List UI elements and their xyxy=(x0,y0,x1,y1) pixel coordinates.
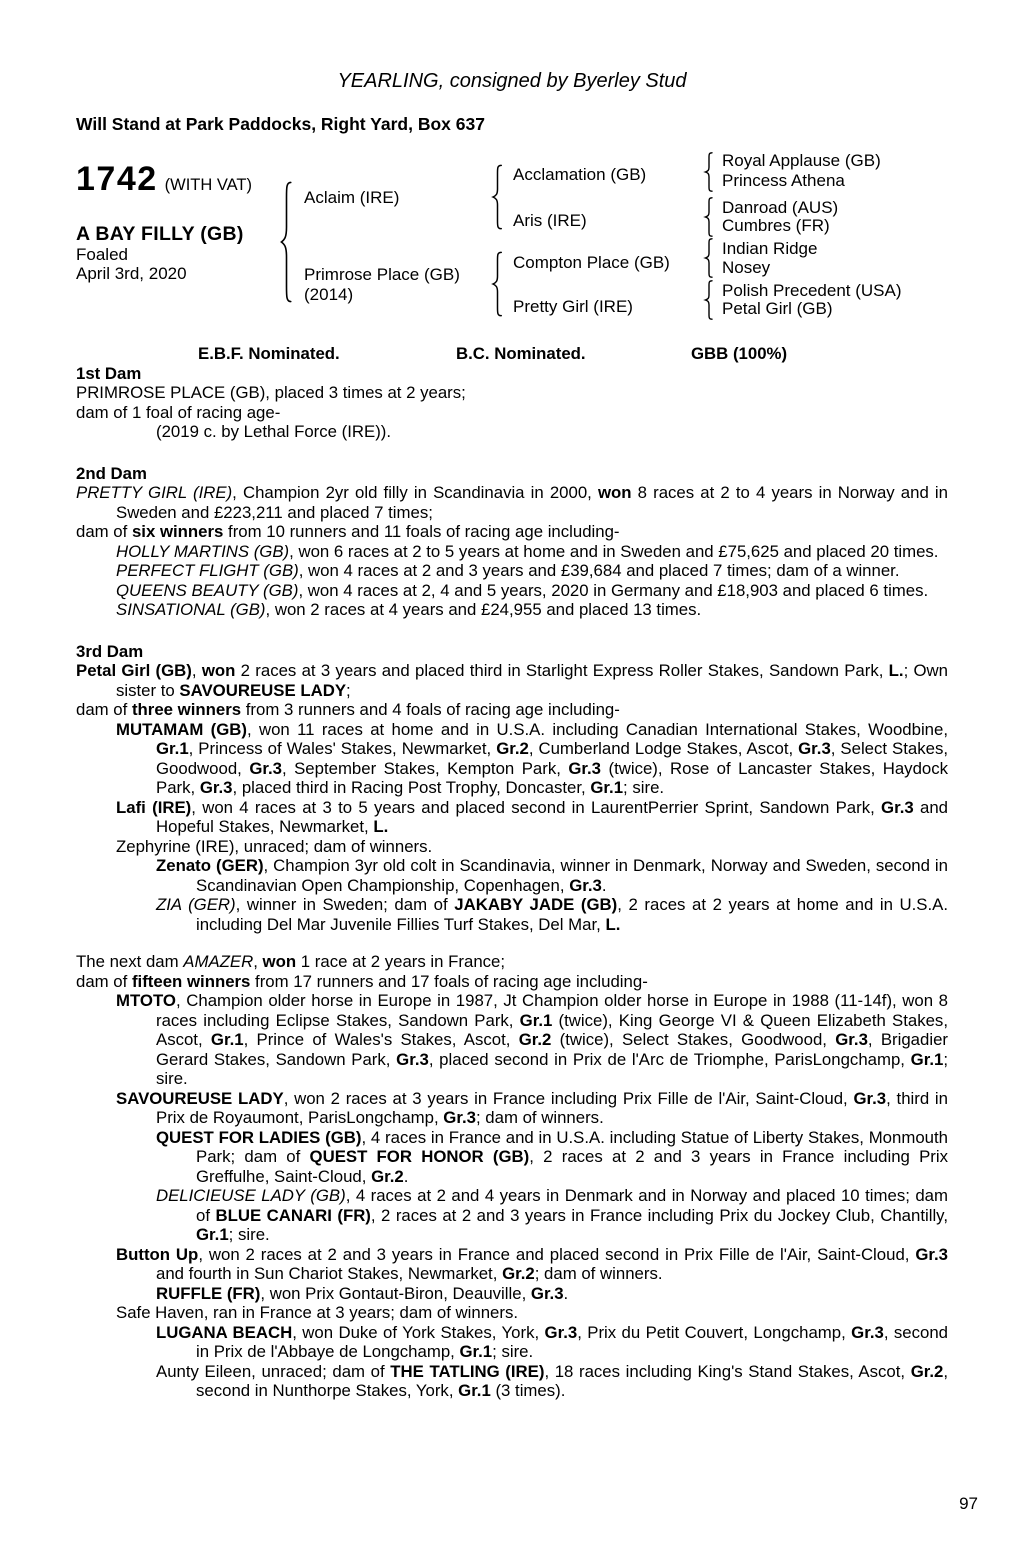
text-run: , Brigadier Gerard Stakes, Sandown Park, xyxy=(156,1030,949,1069)
text-run: , Prince of Wales's Stakes, Ascot, xyxy=(243,1030,519,1049)
text-run: RUFFLE (FR) xyxy=(156,1283,261,1303)
text-run: won xyxy=(201,661,236,680)
text-run: Gr.1 xyxy=(210,1030,244,1049)
text-run: ; sire. xyxy=(228,1225,270,1244)
text-run: from 3 runners and 4 foals of racing age including- xyxy=(241,700,620,719)
text-run: Gr.2 xyxy=(502,1264,535,1283)
text-run: , won 6 races at 2 to 5 years at home and in Sweden and £75,625 and placed 20 times. xyxy=(289,541,939,561)
text-run: PRETTY GIRL (IRE) xyxy=(76,483,233,502)
text-run: Gr.3 xyxy=(853,1088,887,1108)
text-run: QUEST FOR LADIES (GB) xyxy=(156,1127,362,1147)
text-run: PERFECT FLIGHT (GB) xyxy=(116,561,299,580)
text-run: Gr.3 xyxy=(568,758,602,778)
text-run: , Select Stakes, Goodwood, xyxy=(156,739,948,778)
text-run: Gr.1 xyxy=(459,1342,493,1361)
text-run: , won 2 races at 3 years in France including Prix Fille de l'Air, Saint-Cloud, xyxy=(283,1088,854,1108)
text-run: Button Up xyxy=(116,1244,199,1264)
text-run: Gr.3 xyxy=(569,875,602,895)
catalogue-paragraph xyxy=(76,403,948,423)
text-run: , 4 races in France and in U.S.A. including Statue of Liberty Stakes, Monmouth Park; dam of xyxy=(196,1127,948,1166)
text-run: fifteen winners xyxy=(131,971,251,991)
text-run: SAVOUREUSE LADY xyxy=(179,680,347,700)
text-run: L. xyxy=(373,817,389,836)
catalogue-paragraph xyxy=(76,991,948,1089)
text-run: Gr.3 xyxy=(530,1283,564,1303)
text-run: , won 4 races at 2 and 3 years and £39,684 and placed 7 times; dam of a winner. xyxy=(298,561,900,580)
text-run: , second in Nunthorpe Stakes, York, xyxy=(196,1361,949,1400)
text-run: dam of xyxy=(76,700,132,719)
catalogue-paragraph xyxy=(76,1245,948,1284)
text-run: Zenato (GER) xyxy=(156,856,264,875)
catalogue-paragraph xyxy=(76,856,948,895)
text-run: (twice), Select Stakes, Goodwood, xyxy=(551,1030,836,1049)
catalogue-paragraph xyxy=(76,1186,948,1245)
catalogue-paragraph xyxy=(76,1128,948,1187)
text-run: Gr.1 xyxy=(590,778,624,797)
foaled-date: April 3rd, 2020 xyxy=(76,264,187,283)
text-run: (2019 c. by Lethal Force (IRE)). xyxy=(156,422,392,441)
catalogue-paragraph xyxy=(76,1089,948,1128)
granddam-name: Aris (IRE) xyxy=(513,211,587,230)
text-run: Gr.2 xyxy=(496,739,529,758)
text-run: , September Stakes, Kempton Park, xyxy=(281,758,569,778)
great-grandsire-name: Indian Ridge xyxy=(722,239,818,258)
text-run: (twice), Rose of Lancaster Stakes, Haydock Park, xyxy=(156,758,949,797)
text-run: 2 races at 3 years and placed third in Starlight Express Roller Stakes, Sandown Park, xyxy=(235,661,889,680)
text-run: ; sire. xyxy=(492,1342,534,1361)
catalogue-body xyxy=(76,364,948,1401)
text-run: , 2 races at 2 and 3 years in France including Prix du Jockey Club, Chantilly, xyxy=(370,1205,948,1225)
text-run: DELICIEUSE LADY (GB) xyxy=(156,1186,346,1205)
catalogue-paragraph xyxy=(76,798,948,837)
catalogue-paragraph xyxy=(76,561,948,581)
text-run: , Prix du Petit Couvert, Longchamp, xyxy=(577,1322,852,1342)
text-run: , placed second in Prix de l'Arc de Triomphe, ParisLongchamp, xyxy=(428,1049,911,1069)
catalogue-paragraph xyxy=(76,422,948,442)
catalogue-text xyxy=(76,344,948,1401)
catalogue-paragraph xyxy=(76,720,948,798)
brace-icon xyxy=(703,197,715,237)
text-run: , Champion 2yr old filly in Scandinavia in 2000, xyxy=(232,483,598,502)
gbb-nomination: GBB (100%) xyxy=(691,344,788,363)
text-run: , third in Prix de Royaumont, ParisLongchamp, xyxy=(156,1088,948,1127)
text-run: , second in Prix de l'Abbaye de Longchamp, xyxy=(196,1322,948,1361)
text-run: and Hopeful Stakes, Newmarket, xyxy=(156,797,948,836)
section-heading: 3rd Dam xyxy=(76,641,144,661)
great-granddam-name: Petal Girl (GB) xyxy=(722,299,833,318)
text-run: Gr.3 xyxy=(835,1030,868,1049)
text-run: Gr.3 xyxy=(915,1244,948,1264)
text-run: 8 races at 2 to 4 years in Norway and in Sweden and £223,211 and placed 7 times; xyxy=(116,483,948,522)
brace-icon xyxy=(490,164,505,230)
text-run: , won 2 races at 2 and 3 years in France and placed second in Prix Fille de l'Air, Saint-Cloud, xyxy=(198,1244,916,1264)
text-run: dam of xyxy=(76,971,132,991)
text-run: , Princess of Wales' Stakes, Newmarket, xyxy=(188,739,497,758)
text-run: Gr.3 xyxy=(798,739,831,758)
text-run: ZIA (GER) xyxy=(156,895,236,914)
ebf-nomination: E.B.F. Nominated. xyxy=(198,344,340,363)
text-run: Gr.3 xyxy=(851,1322,884,1342)
lot-row xyxy=(76,160,252,199)
text-run: from 17 runners and 17 foals of racing age including- xyxy=(250,971,648,991)
catalogue-paragraph xyxy=(76,837,948,857)
text-run: MUTAMAM (GB) xyxy=(116,719,247,739)
text-run: (twice), King George VI & Queen Elizabeth Stakes, Ascot, xyxy=(156,1010,948,1049)
catalogue-paragraph xyxy=(76,895,948,934)
text-run: BLUE CANARI (FR) xyxy=(215,1205,371,1225)
catalogue-paragraph xyxy=(76,522,948,542)
text-run: and fourth in Sun Chariot Stakes, Newmarket, xyxy=(156,1264,503,1283)
text-run: Aunty Eileen, unraced; dam of xyxy=(156,1361,391,1381)
catalogue-paragraph xyxy=(76,542,948,562)
horse-description: A BAY FILLY (GB) xyxy=(76,223,244,245)
text-run: , won 4 races at 2, 4 and 5 years, 2020 in Germany and £18,903 and placed 6 times. xyxy=(298,580,929,600)
text-run: Gr.2 xyxy=(371,1166,404,1186)
catalogue-paragraph xyxy=(76,972,948,992)
catalogue-paragraph xyxy=(76,581,948,601)
text-run: Gr.3 xyxy=(249,758,282,778)
text-run: , 4 races at 2 and 4 years in Denmark and in Norway and placed 10 times; dam of xyxy=(196,1186,948,1225)
text-run: , won Duke of York Stakes, York, xyxy=(292,1322,545,1342)
dam-name: Primrose Place (GB) xyxy=(304,265,460,284)
brace-icon xyxy=(490,251,505,317)
consignment-title: YEARLING, consigned by Byerley Stud xyxy=(337,70,687,92)
text-run: Gr.1 xyxy=(196,1225,229,1244)
section-heading: 1st Dam xyxy=(76,363,142,383)
text-run: Gr.2 xyxy=(910,1361,944,1381)
text-run: . xyxy=(563,1283,569,1303)
bc-nomination: B.C. Nominated. xyxy=(456,344,586,363)
text-run: , xyxy=(253,952,263,971)
text-run: Gr.3 xyxy=(199,778,233,797)
text-run: six winners xyxy=(131,522,224,541)
text-run: Zephyrine (IRE), unraced; dam of winners. xyxy=(116,836,433,856)
brace-icon xyxy=(703,238,715,278)
text-run: three winners xyxy=(131,700,242,719)
text-run: JAKABY JADE (GB) xyxy=(454,895,618,914)
text-run: Gr.2 xyxy=(518,1030,552,1049)
text-run: L. xyxy=(605,914,621,934)
text-run: Gr.1 xyxy=(910,1049,944,1069)
text-run: , placed third in Racing Post Trophy, Doncaster, xyxy=(232,778,591,797)
foaled-label: Foaled xyxy=(76,245,128,264)
brace-icon xyxy=(278,180,295,304)
dam-foaling-year: (2014) xyxy=(304,285,354,304)
text-run: , won 2 races at 4 years and £24,955 and placed 13 times. xyxy=(265,600,702,619)
text-run: dam of xyxy=(76,522,132,541)
text-run: PRIMROSE PLACE (GB), placed 3 times at 2 years; xyxy=(76,383,466,402)
great-granddam-name: Cumbres (FR) xyxy=(722,216,830,235)
text-run: Petal Girl (GB) xyxy=(76,661,192,680)
text-run: AMAZER xyxy=(183,952,254,971)
catalogue-paragraph xyxy=(76,483,948,522)
text-run: , Cumberland Lodge Stakes, Ascot, xyxy=(528,739,799,758)
catalogue-paragraph xyxy=(76,600,948,620)
catalogue-paragraph xyxy=(76,700,948,720)
text-run: , 18 races including King's Stand Stakes, Ascot, xyxy=(544,1361,911,1381)
text-run: , winner in Sweden; dam of xyxy=(235,895,455,914)
text-run: LUGANA BEACH xyxy=(156,1322,293,1342)
sire-name: Aclaim (IRE) xyxy=(304,188,400,207)
text-run: Gr.3 xyxy=(881,797,914,817)
text-run: , 2 races at 2 and 3 years in France including Prix Greffulhe, Saint-Cloud, xyxy=(196,1147,948,1186)
great-grandsire-name: Danroad (AUS) xyxy=(722,198,839,217)
text-run: won xyxy=(262,952,297,971)
text-run: ; sire. xyxy=(156,1049,948,1088)
catalogue-paragraph xyxy=(76,661,948,700)
text-run: Safe Haven, ran in France at 3 years; dam of winners. xyxy=(116,1303,519,1322)
catalogue-paragraph xyxy=(76,1284,948,1304)
text-run: HOLLY MARTINS (GB) xyxy=(116,541,290,561)
great-granddam-name: Nosey xyxy=(722,258,771,277)
text-run: THE TATLING (IRE) xyxy=(390,1361,545,1381)
text-run: , won Prix Gontaut-Biron, Deauville, xyxy=(260,1283,531,1303)
text-run: QUEENS BEAUTY (GB) xyxy=(116,580,299,600)
page-number: 97 xyxy=(959,1494,978,1513)
text-run: Gr.3 xyxy=(544,1322,578,1342)
catalogue-paragraph xyxy=(76,1303,948,1323)
great-grandsire-name: Polish Precedent (USA) xyxy=(722,281,902,300)
stand-location: Will Stand at Park Paddocks, Right Yard, Box 637 xyxy=(76,114,485,134)
brace-icon xyxy=(703,152,715,192)
text-run: dam of 1 foal of racing age- xyxy=(76,402,281,422)
text-run: Gr.1 xyxy=(156,739,189,758)
text-run: SINSATIONAL (GB) xyxy=(116,600,266,619)
nominations-row xyxy=(76,344,948,364)
section-heading: 2nd Dam xyxy=(76,463,147,483)
text-run: Gr.3 xyxy=(396,1049,429,1069)
text-run: SAVOUREUSE LADY xyxy=(116,1088,284,1108)
text-run: ; Own sister to xyxy=(116,661,948,700)
brace-icon xyxy=(703,280,715,320)
text-run: 1 race at 2 years in France; xyxy=(296,952,506,971)
grandsire-name: Compton Place (GB) xyxy=(513,253,670,272)
text-run: . xyxy=(403,1166,409,1186)
text-run: , Champion 3yr old colt in Scandinavia, winner in Denmark, Norway and Sweden, second in Scandinavian Open Championship, Copenhagen, xyxy=(196,856,948,895)
lot-number: 1742 xyxy=(76,160,158,198)
catalogue-paragraph xyxy=(76,952,948,972)
granddam-name: Pretty Girl (IRE) xyxy=(513,297,633,316)
text-run: won xyxy=(597,483,632,502)
text-run: , won 4 races at 3 to 5 years and placed second in LaurentPerrier Sprint, Sandown Park, xyxy=(191,797,882,817)
text-run: , xyxy=(191,661,202,680)
text-run: Lafi (IRE) xyxy=(116,797,192,817)
text-run: (3 times). xyxy=(490,1381,566,1400)
text-run: L. xyxy=(888,661,904,680)
great-grandsire-name: Royal Applause (GB) xyxy=(722,151,881,170)
text-run: , won 11 races at home and in U.S.A. including Canadian International Stakes, Woodbine, xyxy=(246,719,949,739)
text-run: . xyxy=(601,875,607,895)
text-run: QUEST FOR HONOR (GB) xyxy=(309,1147,530,1166)
grandsire-name: Acclamation (GB) xyxy=(513,165,647,184)
text-run: The next dam xyxy=(76,952,184,971)
text-run: ; sire. xyxy=(623,778,665,797)
text-run: Gr.1 xyxy=(519,1010,553,1030)
text-run: ; dam of winners. xyxy=(475,1108,604,1127)
vat-note: (WITH VAT) xyxy=(164,176,253,194)
catalogue-paragraph xyxy=(76,1362,948,1401)
text-run: from 10 runners and 11 foals of racing age including- xyxy=(223,522,620,541)
text-run: MTOTO xyxy=(116,991,176,1010)
catalogue-paragraph xyxy=(76,383,948,403)
text-run: ; xyxy=(346,680,351,700)
text-run: , Champion older horse in Europe in 1987, Jt Champion older horse in Europe in 1988 (11-14f), won 8 races including Eclipse Stakes, Sandown Park, xyxy=(156,991,948,1030)
text-run: Gr.1 xyxy=(458,1381,491,1400)
text-run: , 2 races at 2 years at home and in U.S.A. including Del Mar Juvenile Fillies Turf Stakes, Del Mar, xyxy=(196,895,949,934)
great-granddam-name: Princess Athena xyxy=(722,171,845,190)
text-run: Gr.3 xyxy=(443,1108,476,1127)
catalogue-paragraph xyxy=(76,1323,948,1362)
text-run: ; dam of winners. xyxy=(534,1264,663,1283)
pedigree-tree xyxy=(76,152,956,328)
